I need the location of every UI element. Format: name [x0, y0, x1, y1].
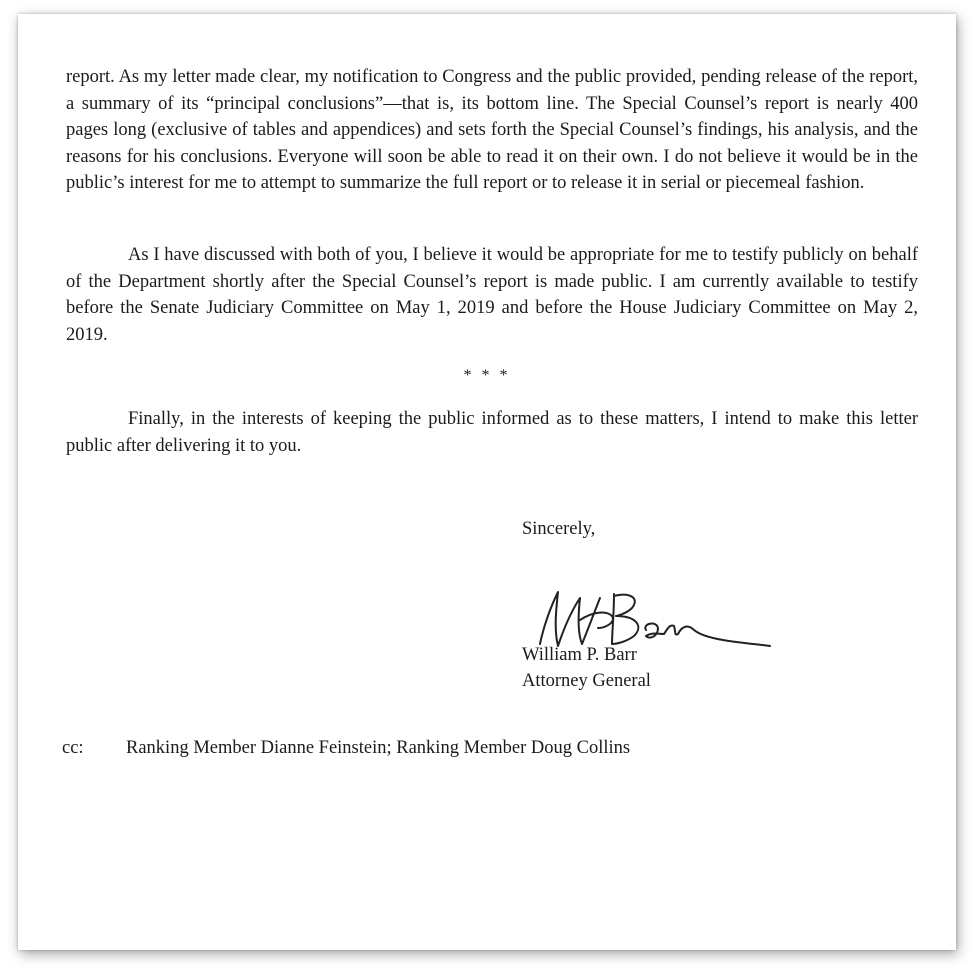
paragraph-public-letter: Finally, in the interests of keeping the public informed as to these matters, I intend to make this letter public after delivering it to you. — [66, 409, 918, 456]
signer-title: Attorney General — [522, 671, 651, 691]
signer-name: William P. Barr — [522, 645, 637, 665]
paragraph-report-summary: report. As my letter made clear, my notification to Congress and the public provided, pending release of the report, a summary of its “principal conclusions”—that is, its bottom line. The Special Counsel’s report is nearly 400 pages long (exclusive of tables and appendices) and sets forth the Special Counsel’s findings, his analysis, and the reasons for his conclusions. Everyone will soon be able to read it on their own. I do not believe it would be in the public’s interest for me to attempt to summarize the full report or to release it in serial or piecemeal fashion. — [66, 67, 918, 194]
section-separator: * * * — [463, 367, 511, 384]
closing-salutation: Sincerely, — [522, 519, 596, 539]
letter-page — [18, 14, 956, 950]
cc-label: cc: — [62, 738, 84, 758]
cc-recipients: Ranking Member Dianne Feinstein; Ranking Member Doug Collins — [126, 738, 631, 758]
paragraph-testimony: As I have discussed with both of you, I believe it would be appropriate for me to testify publicly on behalf of the Department shortly after the Special Counsel’s report is made public. I am currently available to testify before the Senate Judiciary Committee on May 1, 2019 and before the House Judiciary Committee on May 2, 2019. — [66, 245, 918, 345]
